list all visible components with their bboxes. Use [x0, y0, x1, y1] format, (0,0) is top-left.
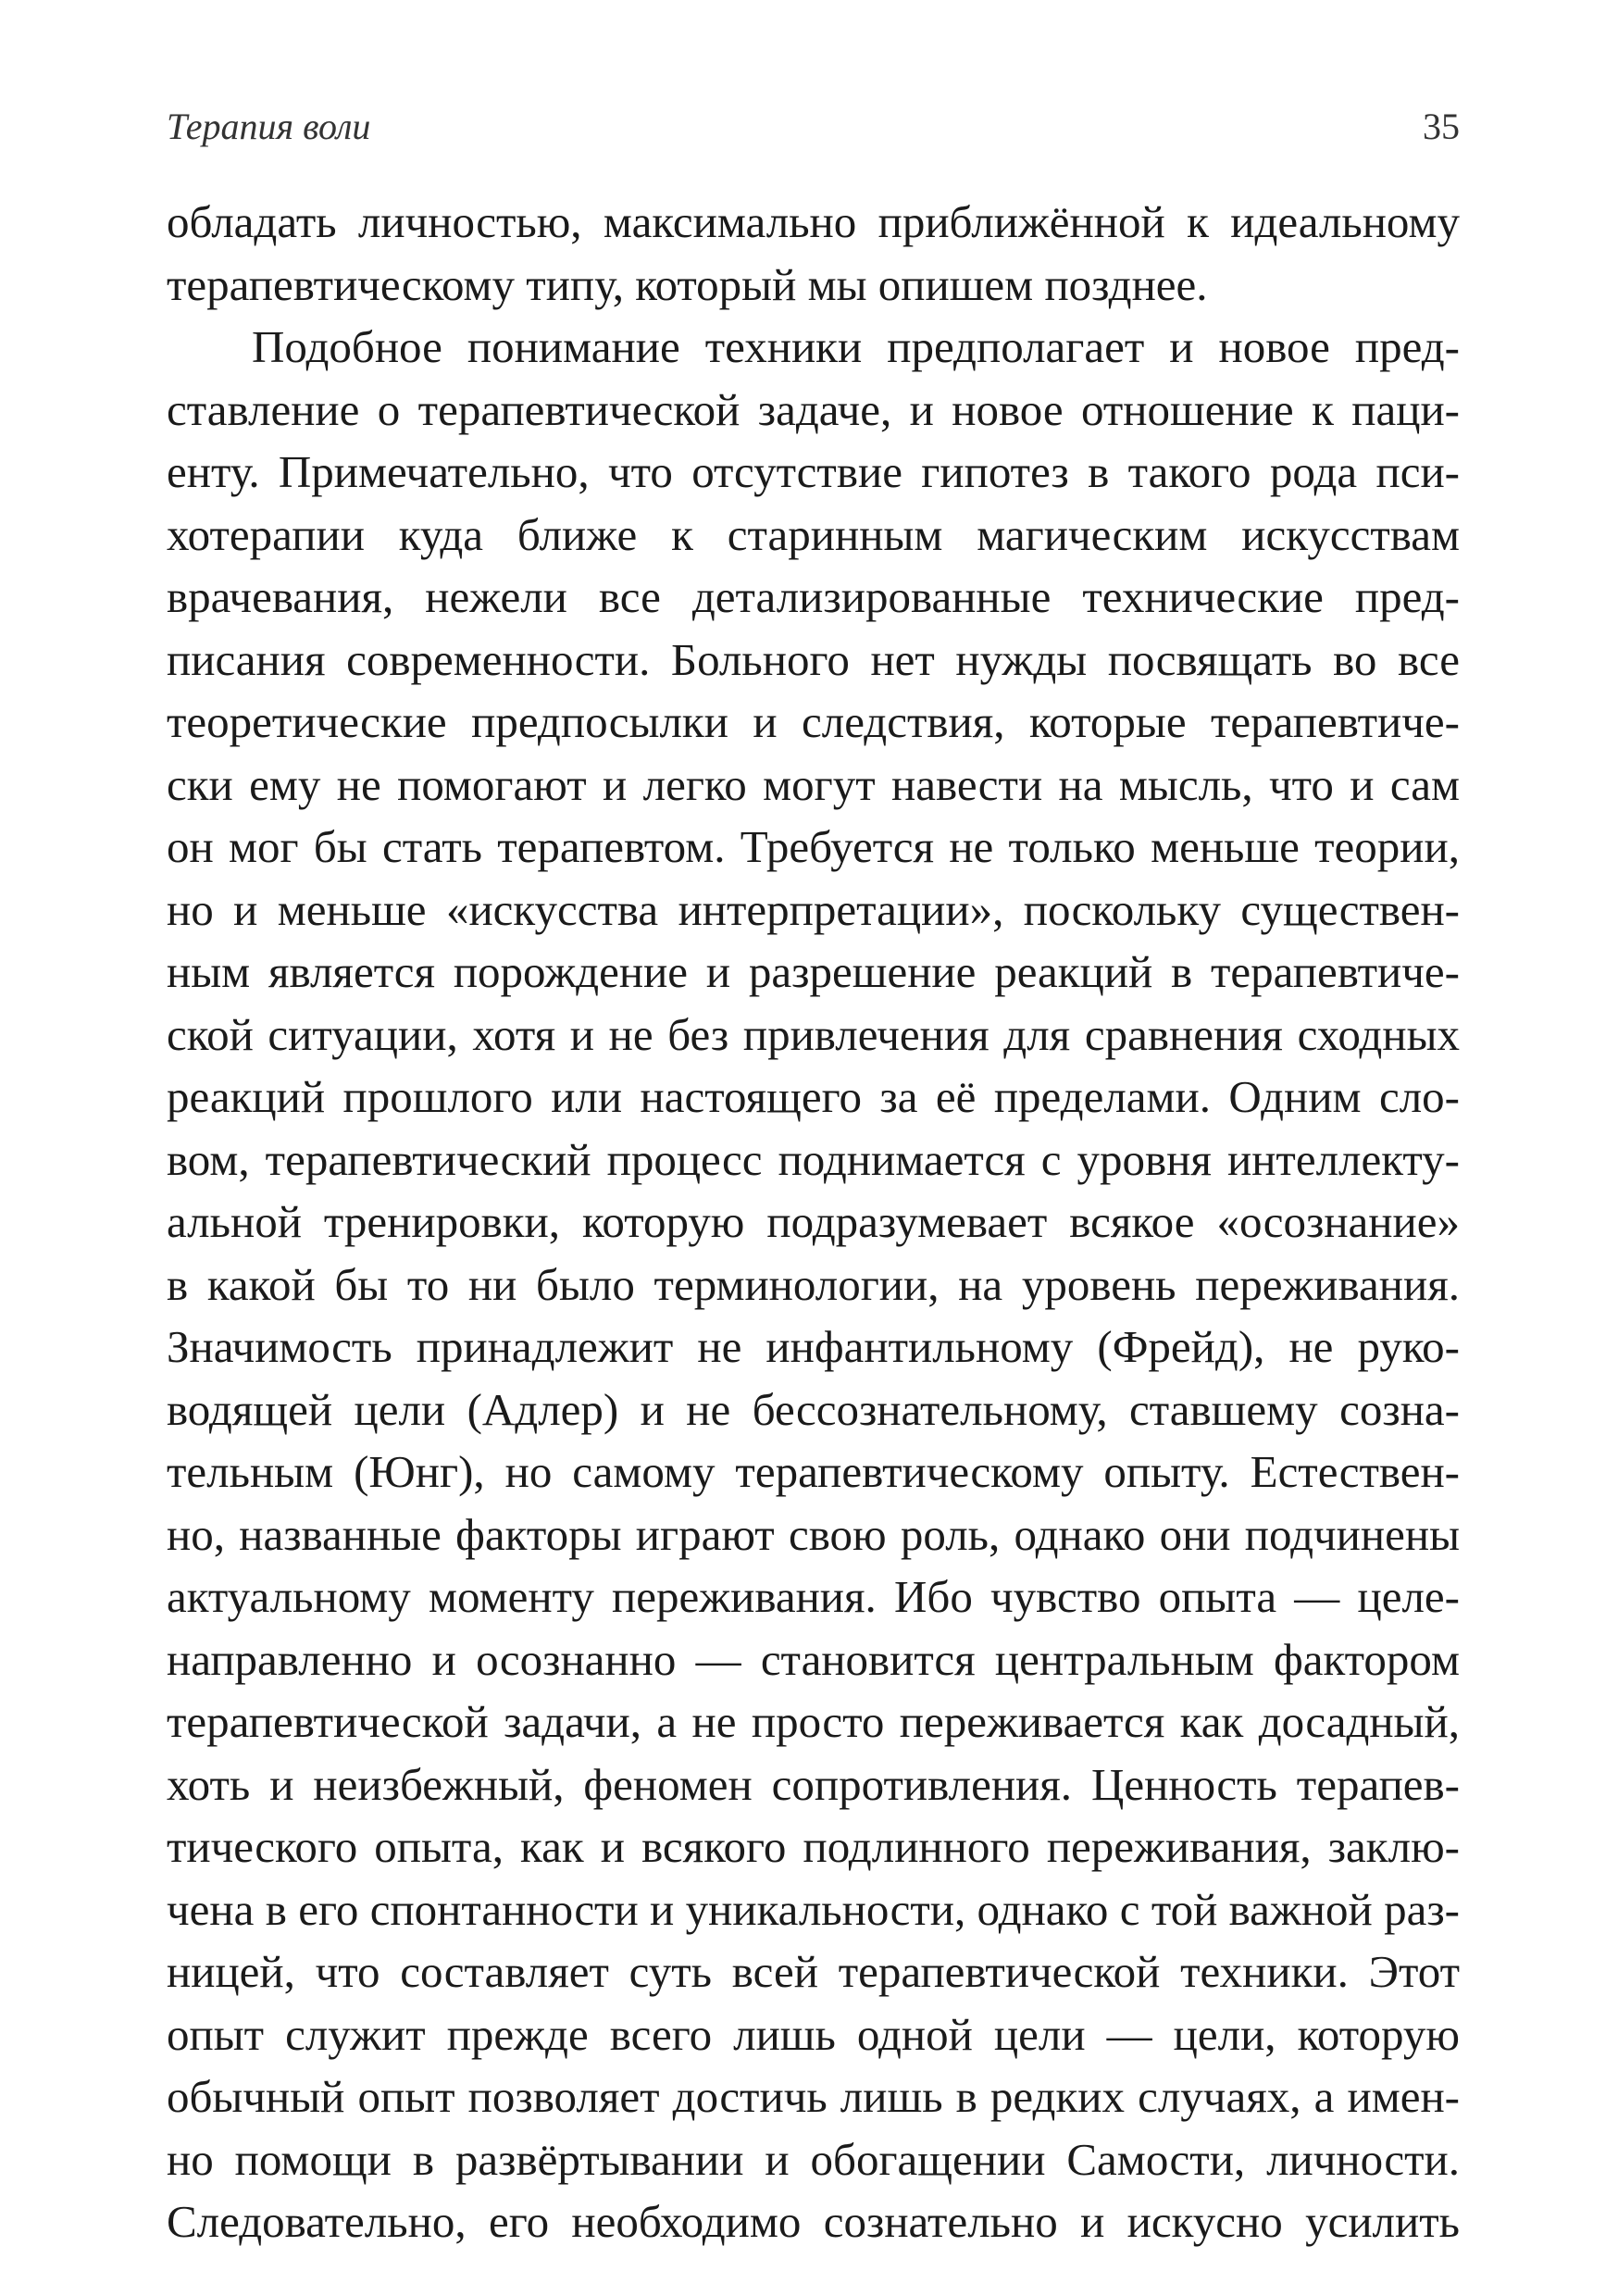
text-line: врачевания, нежели все детализированные технические пред-	[167, 571, 1460, 622]
text-line: но, названные факторы играют свою роль, однако они подчинены	[167, 1508, 1460, 1560]
text-line: реакций прошлого или настоящего за её пределами. Одним сло-	[167, 1071, 1460, 1122]
text-line: он мог бы стать терапевтом. Требуется не только меньше теории,	[167, 821, 1460, 872]
text-line: водящей цели (Адлер) и не бессознательному, ставшему созна-	[167, 1383, 1460, 1435]
text-line: теоретические предпосылки и следствия, которые терапевтиче-	[167, 696, 1460, 747]
text-line: енту. Примечательно, что отсутствие гипотез в такого рода пси-	[167, 446, 1460, 497]
text-line: альной тренировки, которую подразумевает всякое «осознание»	[167, 1196, 1460, 1247]
text-line: ницей, что составляет суть всей терапевтической техники. Этот	[167, 1946, 1460, 1997]
text-line: терапевтической задачи, а не просто переживается как досадный,	[167, 1696, 1460, 1747]
text-line: тельным (Юнг), но самому терапевтическому опыту. Естествен-	[167, 1446, 1460, 1497]
text-line: обычный опыт позволяет достичь лишь в редких случаях, а имен-	[167, 2071, 1460, 2122]
text-line: ской ситуации, хотя и не без привлечения для сравнения сходных	[167, 1008, 1460, 1060]
text-line: направленно и осознанно — становится центральным фактором	[167, 1633, 1460, 1685]
text-line: актуальному моменту переживания. Ибо чувство опыта — целе-	[167, 1571, 1460, 1622]
text-line: писания современности. Больного нет нужды посвящать во все	[167, 633, 1460, 685]
body-text	[167, 191, 1460, 2253]
text-line: Подобное понимание техники предполагает и новое пред-	[252, 321, 1460, 372]
text-line: хотерапии куда ближе к старинным магическим искусствам	[167, 508, 1460, 560]
running-title: Терапия воли	[167, 106, 371, 147]
page-number: 35	[1423, 106, 1460, 147]
text-line: но и меньше «искусства интерпретации», поскольку существен-	[167, 883, 1460, 935]
text-line: ным является порождение и разрешение реакций в терапевтиче-	[167, 946, 1460, 997]
text-line: хоть и неизбежный, феномен сопротивления. Ценность терапев-	[167, 1758, 1460, 1810]
text-line: чена в его спонтанности и уникальности, однако с той важной раз-	[167, 1883, 1460, 1935]
text-line: но помощи в развёртывании и обогащении Самости, личности.	[167, 2133, 1460, 2185]
text-line: тического опыта, как и всякого подлинного переживания, заклю-	[167, 1821, 1460, 1872]
text-line: в какой бы то ни было терминологии, на уровень переживания.	[167, 1258, 1460, 1310]
text-line: Следовательно, его необходимо сознательно и искусно усилить	[167, 2196, 1460, 2247]
text-line: Значимость принадлежит не инфантильному (Фрейд), не руко-	[167, 1321, 1460, 1372]
text-line: опыт служит прежде всего лишь одной цели — цели, которую	[167, 2008, 1460, 2060]
running-head	[167, 104, 1460, 159]
text-line: ставление о терапевтической задаче, и новое отношение к паци-	[167, 383, 1460, 435]
text-line: терапевтическому типу, который мы опишем позднее.	[167, 258, 1208, 310]
text-line: ски ему не помогают и легко могут навести на мысль, что и сам	[167, 758, 1460, 810]
text-line: вом, терапевтический процесс поднимается с уровня интеллекту-	[167, 1133, 1460, 1185]
text-line: обладать личностью, максимально приближённой к идеальному	[167, 196, 1460, 247]
